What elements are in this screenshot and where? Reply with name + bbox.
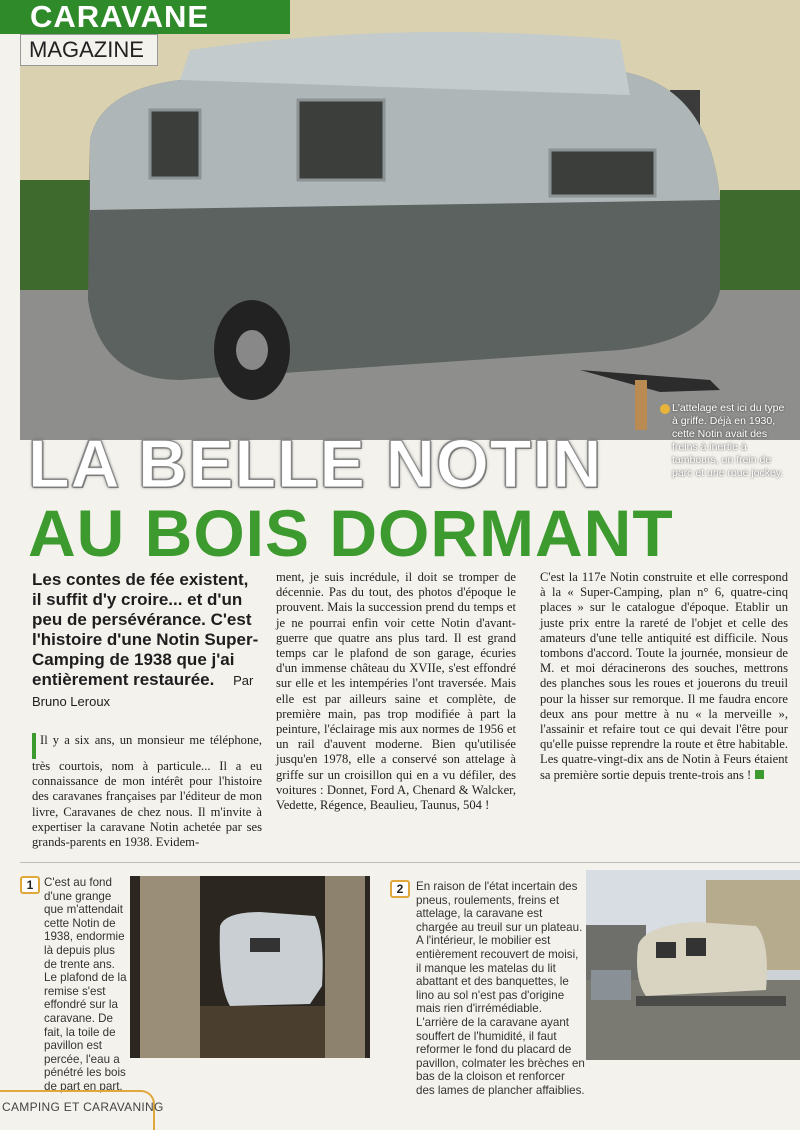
body-column-2: ment, je suis incrédule, il doit se tromper de décennie. Pas du tout, des photos d'époque le prouvent. Mais la succession prend du temps et je ne pourrai enfin voir cette Notin d'avant-guerre que quatre ans plus tard. Il est grand temps car le plafond de son garage, écuries d'un immense château du XVIIe, s'est effondré sur elle et les intempéries l'ont traversée. Mais elle est par ailleurs saine et complète, de première main, pas trop modifiée à part la peinture, l'éclairage mis aux normes de 1956 et un rail d'auvent moderne. Bien qu'utilisée jusqu'en 1978, elle a conservé son attelage à griffe sur un croisillon qui en a vu défiler, des voitures : Donnet, Ford A, Chenard & Walcker, Vedette, Régence, Beaulieu, Taunus, 504 ! [276,570,516,813]
article-lead [32,570,260,712]
caption-bullet-icon [660,404,670,414]
headline-line-1: LA BELLE NOTIN [28,426,603,502]
body-column-1-text: Il y a six ans, un monsieur me téléphone, très courtois, nom à particule... Il a eu connaissance de mon intérêt pour l'histoire des caravanes françaises par l'éditeur de mon livre, Caravanes de chez nous. Il m'invite à expertiser la caravane Notin achetée par ses grands-parents en 1938. Evidem- [32,733,262,850]
hero-caption: L'attelage est ici du type à griffe. Déjà en 1930, cette Notin avait des freins à inertie à tambours, un frein de parc et une roue jockey. [672,402,785,479]
end-mark-icon [755,770,764,779]
lead-text: Les contes de fée existent, il suffit d'y croire... et d'un peu de persévérance. C'est l'histoire d'une Notin Super-Camping de 1938 que j'ai entièrement restaurée. [32,570,259,689]
inset-badge-2: 2 [390,880,410,898]
inset-badge-1: 1 [20,876,40,894]
body-column-3-text: C'est la 117e Notin construite et elle correspond à la « Super-Camping, plan n° 6, quatre-cinq places » sur le catalogue d'époque. Etablir un juste prix entre la rareté de l'objet et celle des amateurs d'une telle antiquité est difficile. Nous tombons d'accord. Toute la journée, monsieur de M. et moi déracinerons des souches, mettrons des planches sous les roues et jouerons du treuil pour la hisser sur remorque. Il me faudra encore deux ans pour mettre à nu « la merveille », l'assainir et refaire tout ce qui devait l'être pour qu'elle puisse reprendre la route et être habitable. Les quatre-vingt-dix ans de Notin à Feurs étaient sa première sortie depuis trente-trois ans ! [540,570,788,782]
inset-caption-2: En raison de l'état incertain des pneus, roulements, freins et attelage, la caravane est chargée au treuil sur un plateau. A l'intérieur, le mobilier est entièrement recouvert de moisi, il manque les matelas du lit abattant et des banquettes, le lino au sol n'est pas d'origine mais rien d'irrémédiable. L'arrière de la caravane ayant souffert de l'humidité, il faut reformer le fond du placard de pavillon, colmater les brèches en bas de la cloison et renforcer des lames de plancher affaiblies. [416,880,585,1097]
masthead-subtitle: MAGAZINE [20,34,158,66]
byline: Par Bruno Leroux [32,673,254,709]
headline-line-2: AU BOIS DORMANT [28,496,674,570]
footer-label: CAMPING ET CARAVANING [2,1100,164,1114]
caravan-illustration [20,0,800,440]
hero-photo [20,0,800,440]
body-column-1 [32,733,262,850]
section-divider [20,862,800,863]
drop-cap-bar-icon [32,733,36,759]
masthead-title: CARAVANE [0,0,290,34]
inset-photo-trailer [586,870,800,1060]
body-column-3 [540,570,788,783]
inset-photo-barn [130,876,370,1058]
inset-caption-1: C'est au fond d'une grange que m'attendait cette Notin de 1938, endormie là depuis plus de trente ans. Le plafond de la remise s'est effondré sur la caravane. De fait, la toile de pavillon est percée, l'eau a pénétré les bois de part en part. [44,876,127,1093]
